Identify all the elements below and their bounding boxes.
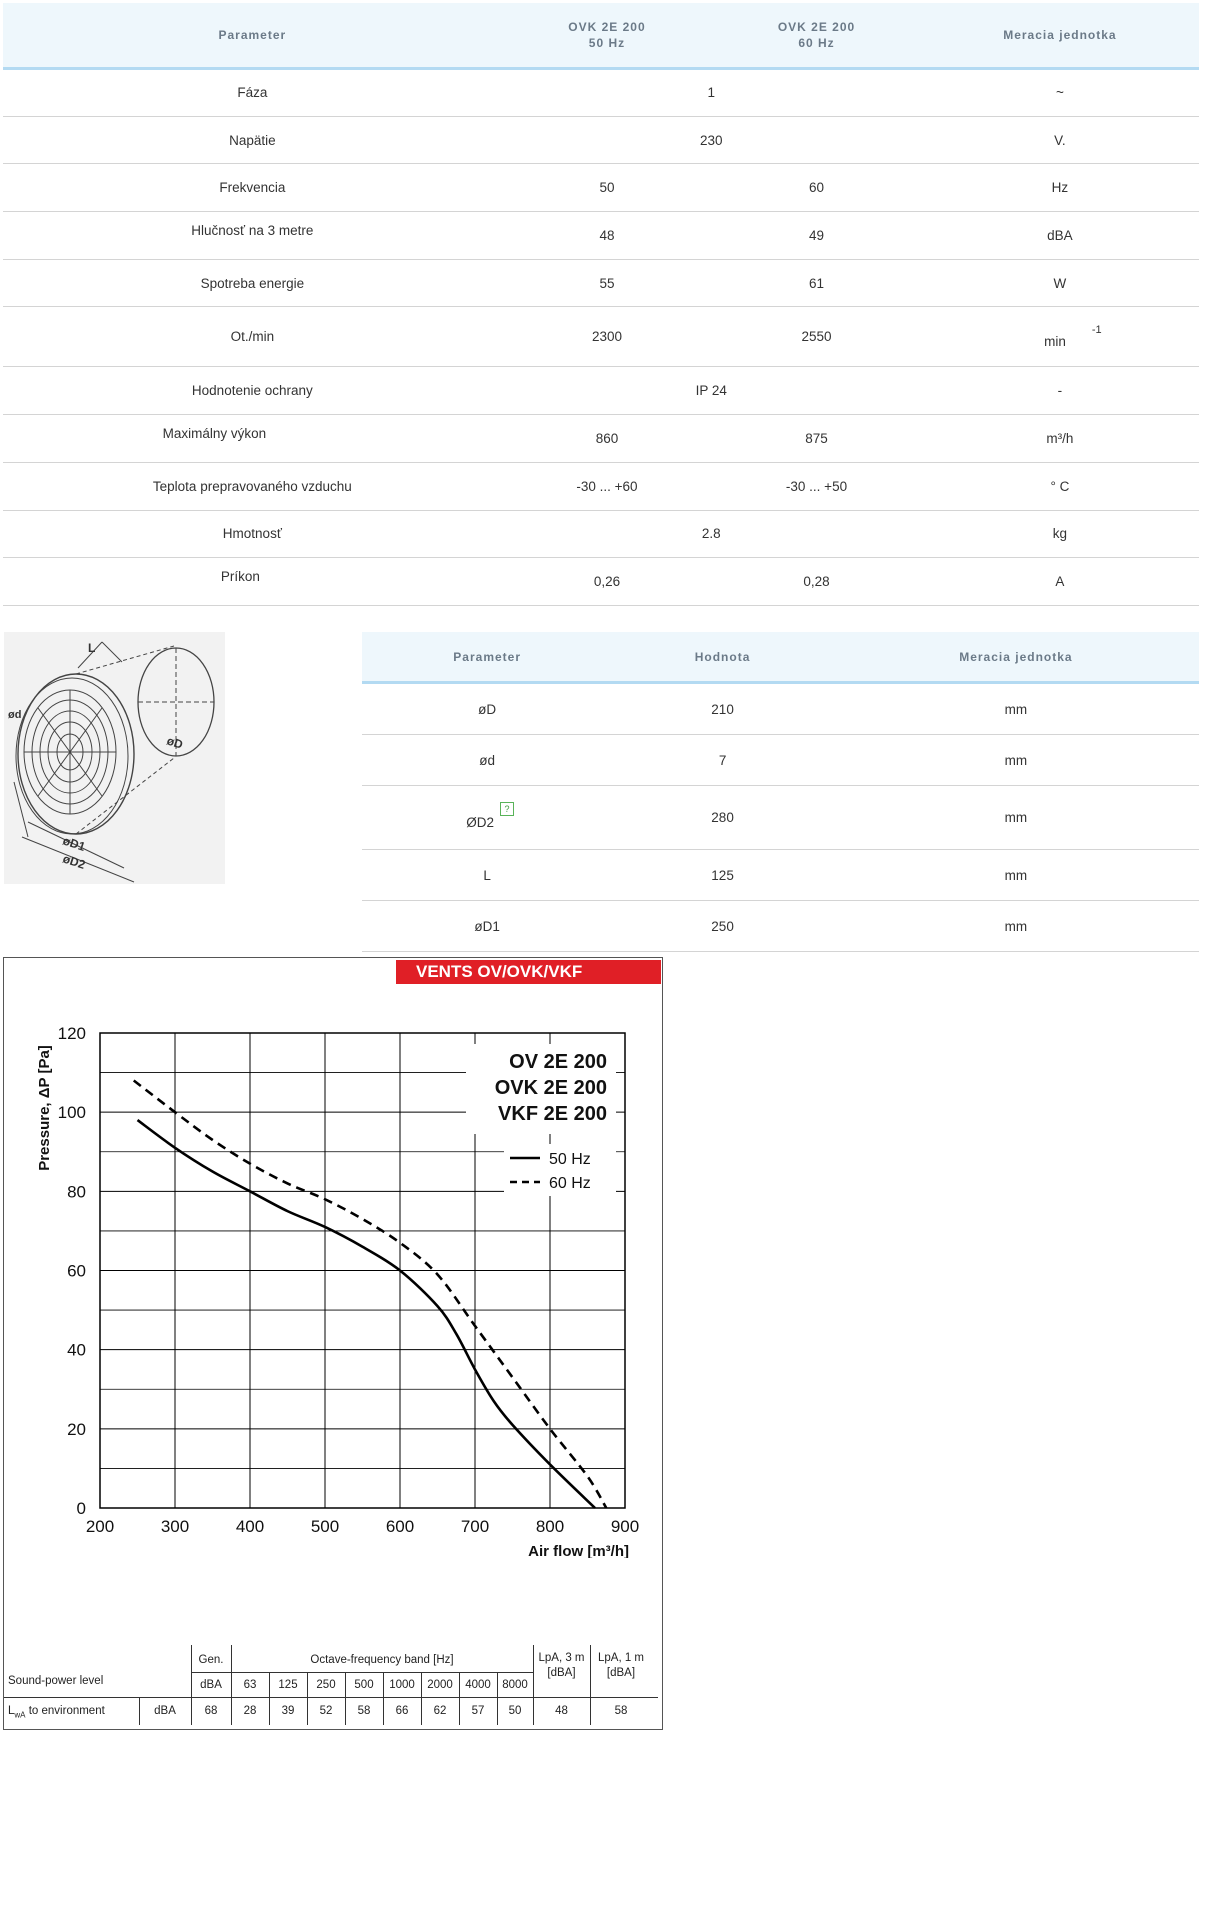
sound-gen-value: 68 bbox=[204, 1705, 218, 1717]
spec-value-shared: 230 bbox=[502, 116, 921, 164]
spec-unit: Hz bbox=[921, 164, 1199, 212]
legend-label: 50 Hz bbox=[549, 1151, 591, 1168]
spec-value-50hz: 50 bbox=[502, 164, 713, 212]
spec-header-60hz: OVK 2E 200 60 Hz bbox=[712, 3, 921, 69]
sound-band-value: 58 bbox=[357, 1705, 371, 1717]
spec-value-60hz: 49 bbox=[712, 212, 921, 260]
help-icon[interactable]: ? bbox=[500, 802, 514, 816]
spec-unit: dBA bbox=[921, 212, 1199, 260]
sound-gen-header: Gen. bbox=[198, 1654, 224, 1666]
spec-value-60hz: 60 bbox=[712, 164, 921, 212]
spec-value-60hz: -30 ... +50 bbox=[712, 462, 921, 510]
dims-row bbox=[362, 850, 1199, 901]
spec-unit: kg bbox=[921, 510, 1199, 558]
spec-value-50hz: 55 bbox=[502, 259, 713, 307]
sound-band-value: 52 bbox=[319, 1705, 333, 1717]
dims-unit: mm bbox=[833, 735, 1199, 786]
brand-banner: VENTS OV/OVK/VKF bbox=[396, 960, 661, 984]
sound-band-header: 4000 bbox=[465, 1679, 491, 1691]
spec-value-60hz: 2550 bbox=[712, 307, 921, 367]
spec-param: Fáza bbox=[3, 69, 502, 117]
dims-unit: mm bbox=[833, 683, 1199, 735]
sound-band-value: 66 bbox=[395, 1705, 409, 1717]
x-tick-label: 600 bbox=[385, 1517, 415, 1536]
dims-row bbox=[362, 786, 1199, 850]
spec-row-voltage bbox=[3, 116, 1199, 164]
spec-value-shared: IP 24 bbox=[502, 367, 921, 415]
fan-drawing-svg bbox=[4, 632, 225, 884]
sound-octave-header: Octave-frequency band [Hz] bbox=[310, 1654, 454, 1666]
spec-row-protection bbox=[3, 367, 1199, 415]
sound-band-value: 57 bbox=[471, 1705, 485, 1717]
dims-param: ØD2? bbox=[362, 786, 612, 850]
dims-unit: mm bbox=[833, 850, 1199, 901]
spec-row-rpm bbox=[3, 307, 1199, 367]
sound-unit: dBA bbox=[154, 1705, 176, 1717]
spec-row-current bbox=[3, 558, 1199, 606]
dims-unit: mm bbox=[833, 786, 1199, 850]
spec-row-temperature bbox=[3, 462, 1199, 510]
y-tick-label: 100 bbox=[57, 1103, 86, 1123]
x-axis-label: Air flow [m³/h] bbox=[528, 1543, 629, 1558]
dims-value: 250 bbox=[612, 901, 832, 952]
x-tick-label: 700 bbox=[460, 1517, 490, 1536]
dims-row bbox=[362, 901, 1199, 952]
fan-dimension-drawing bbox=[4, 632, 225, 884]
sound-band-value: 39 bbox=[281, 1705, 295, 1717]
spec-unit: $\min^{-1}$ bbox=[921, 307, 1199, 367]
spec-unit: ~ bbox=[921, 69, 1199, 117]
x-tick-label: 800 bbox=[535, 1517, 565, 1536]
spec-value-60hz: 875 bbox=[712, 415, 921, 463]
spec-param: Napätie bbox=[3, 116, 502, 164]
spec-value-60hz: 61 bbox=[712, 259, 921, 307]
drawing-label-D: øD bbox=[165, 733, 185, 752]
performance-chart bbox=[4, 958, 662, 1558]
dims-header-value: Hodnota bbox=[612, 632, 832, 683]
sound-band-header: 1000 bbox=[389, 1679, 415, 1691]
dims-value: 7 bbox=[612, 735, 832, 786]
chart-title-line: VKF 2E 200 bbox=[498, 1103, 607, 1125]
performance-chart-card bbox=[3, 957, 663, 1730]
sound-rule bbox=[191, 1672, 231, 1673]
spec-value-shared: 2.8 bbox=[502, 510, 921, 558]
spec-unit: m³/h bbox=[921, 415, 1199, 463]
x-tick-label: 900 bbox=[610, 1517, 640, 1536]
sound-lpa1-value: 58 bbox=[614, 1705, 628, 1717]
legend-label: 60 Hz bbox=[549, 1175, 591, 1192]
chart-title-line: OVK 2E 200 bbox=[494, 1077, 607, 1099]
chart-title-line: OV 2E 200 bbox=[509, 1051, 607, 1073]
dims-value: 125 bbox=[612, 850, 832, 901]
spec-param: Hodnotenie ochrany bbox=[3, 367, 502, 415]
dims-param: øD bbox=[362, 683, 612, 735]
spec-row-power bbox=[3, 259, 1199, 307]
spec-unit: - bbox=[921, 367, 1199, 415]
spec-row-weight bbox=[3, 510, 1199, 558]
dims-row bbox=[362, 735, 1199, 786]
dims-param: øD1 bbox=[362, 901, 612, 952]
spec-unit: ° C bbox=[921, 462, 1199, 510]
drawing-label-L: L bbox=[88, 641, 96, 655]
sound-band-header: 125 bbox=[278, 1679, 298, 1691]
dims-header-unit: Meracia jednotka bbox=[833, 632, 1199, 683]
dims-header-param: Parameter bbox=[362, 632, 612, 683]
sound-band-header: 250 bbox=[316, 1679, 336, 1691]
spec-value-shared: 1 bbox=[502, 69, 921, 117]
dims-header-row bbox=[362, 632, 1199, 683]
y-tick-label: 120 bbox=[57, 1024, 86, 1043]
sound-band-value: 28 bbox=[243, 1705, 257, 1717]
dims-unit: mm bbox=[833, 901, 1199, 952]
y-tick-label: 60 bbox=[67, 1261, 86, 1281]
spec-unit: A bbox=[921, 558, 1199, 606]
spec-param: Hlučnosť na 3 metre bbox=[3, 212, 502, 260]
sound-lwa-label: $L_{wA}$ to environment bbox=[8, 1705, 105, 1720]
sound-row-label: Sound-power level bbox=[8, 1675, 104, 1687]
x-tick-label: 500 bbox=[310, 1517, 340, 1536]
sound-band-header: 2000 bbox=[427, 1679, 453, 1691]
spec-param: Hmotnosť bbox=[3, 510, 502, 558]
spec-header-param: Parameter bbox=[3, 3, 502, 69]
dims-value: 280 bbox=[612, 786, 832, 850]
spec-param: Frekvencia bbox=[3, 164, 502, 212]
dimensions-table bbox=[362, 632, 1199, 952]
spec-row-phase bbox=[3, 69, 1199, 117]
spec-header-unit: Meracia jednotka bbox=[921, 3, 1199, 69]
spec-param: Ot./min bbox=[3, 307, 502, 367]
x-tick-label: 200 bbox=[85, 1517, 115, 1536]
spec-value-50hz: 0,26 bbox=[502, 558, 713, 606]
spec-value-60hz: 0,28 bbox=[712, 558, 921, 606]
spec-param: Maximálny výkon bbox=[3, 415, 502, 463]
dims-row bbox=[362, 683, 1199, 735]
spec-value-50hz: -30 ... +60 bbox=[502, 462, 713, 510]
spec-param: Spotreba energie bbox=[3, 259, 502, 307]
x-tick-label: 300 bbox=[160, 1517, 190, 1536]
spec-table bbox=[3, 3, 1199, 606]
dims-value: 210 bbox=[612, 683, 832, 735]
spec-row-max-flow bbox=[3, 415, 1199, 463]
sound-gen-unit: dBA bbox=[200, 1679, 222, 1691]
sound-rule bbox=[231, 1672, 533, 1673]
drawing-label-d: ød bbox=[8, 709, 22, 721]
dims-param: L bbox=[362, 850, 612, 901]
dims-param: ød bbox=[362, 735, 612, 786]
spec-header-50hz: OVK 2E 200 50 Hz bbox=[502, 3, 713, 69]
drawing-label-D2: øD2 bbox=[61, 851, 87, 872]
spec-value-50hz: 48 bbox=[502, 212, 713, 260]
sound-lpa3-header: LpA, 3 m [dBA] bbox=[538, 1652, 585, 1679]
sound-band-value: 62 bbox=[433, 1705, 447, 1717]
sound-band-header: 8000 bbox=[502, 1679, 528, 1691]
spec-param: Príkon bbox=[3, 558, 502, 606]
sound-lpa1-header: LpA, 1 m [dBA] bbox=[597, 1652, 645, 1679]
spec-value-50hz: 860 bbox=[502, 415, 713, 463]
drawing-label-D1: øD1 bbox=[61, 833, 87, 854]
spec-row-noise bbox=[3, 212, 1199, 260]
sound-rule bbox=[4, 1697, 658, 1698]
x-tick-label: 400 bbox=[235, 1517, 265, 1536]
spec-header-row bbox=[3, 3, 1199, 69]
y-tick-label: 20 bbox=[67, 1419, 86, 1439]
spec-value-50hz: 2300 bbox=[502, 307, 713, 367]
y-tick-label: 0 bbox=[76, 1499, 86, 1518]
spec-row-frequency bbox=[3, 164, 1199, 212]
spec-unit: V. bbox=[921, 116, 1199, 164]
sound-lpa3-value: 48 bbox=[555, 1705, 568, 1717]
sound-band-value: 50 bbox=[508, 1705, 522, 1717]
y-tick-label: 40 bbox=[67, 1340, 86, 1360]
spec-unit: W bbox=[921, 259, 1199, 307]
y-axis-label: Pressure, ΔP [Pa] bbox=[36, 1045, 53, 1171]
spec-param: Teplota prepravovaného vzduchu bbox=[3, 462, 502, 510]
sound-band-header: 63 bbox=[243, 1679, 257, 1691]
y-tick-label: 80 bbox=[67, 1182, 86, 1202]
sound-band-header: 500 bbox=[354, 1679, 374, 1691]
